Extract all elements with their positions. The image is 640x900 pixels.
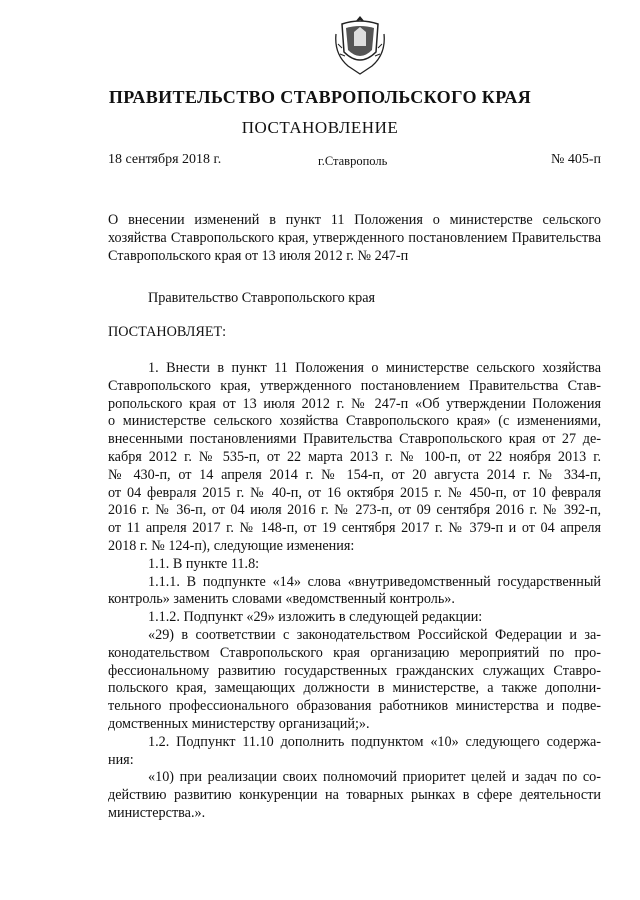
text-line: тельного профессионального образования работников министерства и подве-	[108, 698, 601, 715]
text-line: домственных министерству организаций;».	[108, 715, 370, 732]
coat-of-arms-icon	[332, 14, 388, 78]
text-line: Ставропольского края, утвержденного постановлением Правительства Став-	[108, 377, 601, 394]
text-line: 1.1.2. Подпункт «29» изложить в следующей редакции:	[148, 609, 483, 626]
text-line: № 430-п, от 14 апреля 2014 г. № 154-п, от 20 августа 2014 г. № 334-п,	[108, 466, 601, 483]
subject: О внесении изменений в пункт 11 Положения о министерстве сельского хозяйства Ставропольского края, утвержденного постановлением Правительства Ставропольского края от 13 июля 2012 г. № 247-п	[108, 212, 601, 264]
text-line: министерства.».	[108, 804, 206, 821]
doc-type: ПОСТАНОВЛЕНИЕ	[241, 118, 399, 137]
text-line: «29) в соответствии с законодательством Российской Федерации и за-	[148, 626, 601, 643]
text-line: конодательством Ставропольского края организацию мероприятий по про-	[108, 644, 601, 661]
text-line: фессиональному развитию государственных гражданских служащих Ставро-	[108, 662, 601, 679]
doc-city: г.Ставрополь	[318, 154, 388, 168]
text-line: кабря 2012 г. № 535-п, от 22 марта 2013 г. № 100-п, от 22 ноября 2013 г.	[108, 448, 601, 465]
text-line: контроль» заменить словами «ведомственный контроль».	[108, 591, 455, 608]
main-text	[108, 360, 601, 823]
org-title: ПРАВИТЕЛЬСТВО СТАВРОПОЛЬСКОГО КРАЯ	[108, 87, 532, 107]
doc-number: № 405-п	[550, 152, 601, 167]
preamble: Правительство Ставропольского края	[148, 290, 376, 306]
text-line: 2016 г. № 36-п, от 04 июля 2016 г. № 273-п, от 09 сентября 2016 г. № 392-п,	[108, 502, 601, 519]
text-line: действию развитию конкуренции на товарных рынках в сфере деятельности	[108, 787, 601, 804]
text-line: внесенными постановлениями Правительства Ставропольского края от 27 де-	[108, 431, 601, 448]
text-line: от 11 апреля 2017 г. № 148-п, от 19 сентября 2017 г. № 379-п и от 04 апреля	[108, 520, 601, 537]
text-line: о министерстве сельского хозяйства Ставропольского края» (с изменениями,	[108, 413, 601, 430]
decree-word: ПОСТАНОВЛЯЕТ:	[108, 324, 227, 340]
text-line: ропольского края от 13 июля 2012 г. № 247-п «Об утверждении Положения	[108, 395, 601, 412]
text-line: 1. Внести в пункт 11 Положения о министерстве сельского хозяйства	[148, 360, 601, 376]
text-line: 2018 г. № 124-п), следующие изменения:	[108, 537, 355, 554]
text-line: «10) при реализации своих полномочий приоритет целей и задач по со-	[148, 769, 601, 786]
doc-date: 18 сентября 2018 г.	[108, 152, 222, 167]
text-line: 1.1. В пункте 11.8:	[148, 555, 260, 572]
text-line: от 04 февраля 2015 г. № 40-п, от 16 октября 2015 г. № 450-п, от 10 февраля	[108, 484, 601, 501]
text-line: польского края, замещающих должности в министерстве, а также дополни-	[108, 680, 601, 697]
text-line: ния:	[108, 751, 134, 768]
text-line: 1.1.1. В подпункте «14» слова «внутриведомственный государственный	[148, 573, 601, 590]
text-line: 1.2. Подпункт 11.10 дополнить подпунктом «10» следующего содержа-	[148, 733, 601, 750]
